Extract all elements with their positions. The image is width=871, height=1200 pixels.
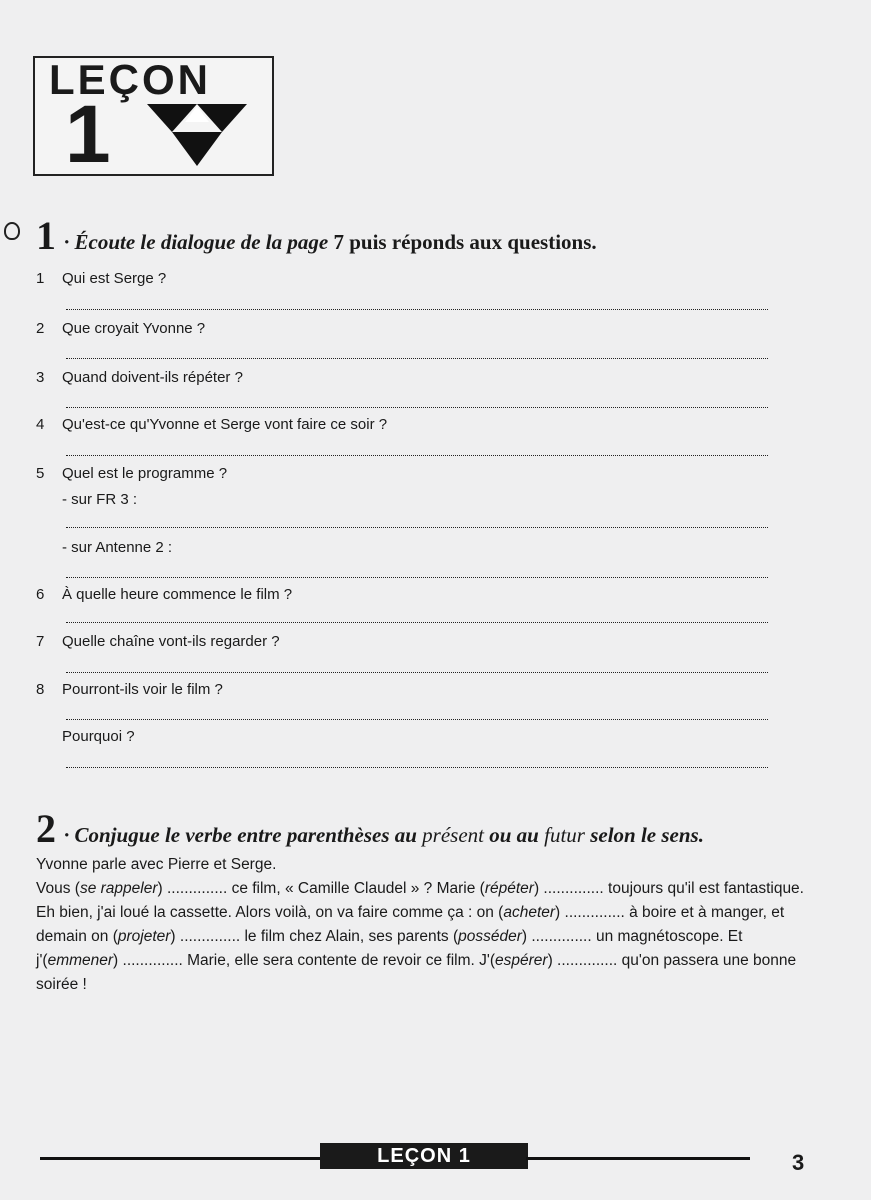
answer-line[interactable] [66, 719, 768, 720]
paragraph-text: ) .............. un magnétoscope. Et j'( [36, 928, 743, 969]
paragraph-text: ) .............. Marie, elle sera contente de revoir ce film. J'( [113, 952, 496, 969]
question-text: Que croyait Yvonne ? [62, 320, 206, 337]
exercise-2-number: 2 [36, 806, 56, 851]
paragraph-text: ) .............. le film chez Alain, ses parents ( [170, 928, 459, 945]
exercise-1-title [36, 212, 597, 259]
footer-rule-right [526, 1157, 750, 1160]
lesson-logo [33, 56, 274, 180]
question-number: 7 [36, 633, 45, 650]
verb-infinitive: emmener [47, 952, 114, 969]
question-text: À quelle heure commence le film ? [62, 586, 293, 603]
intro-line: Yvonne parle avec Pierre et Serge. [36, 856, 277, 873]
footer-lesson-label: LEÇON 1 [320, 1143, 528, 1169]
instruction-part: ou au [484, 823, 545, 847]
exercise-1-instruction [64, 230, 597, 255]
answer-line[interactable] [66, 767, 768, 768]
answer-line[interactable] [66, 577, 768, 578]
paragraph-text: ) .............. qu'on passera une bonne soirée ! [36, 952, 797, 993]
question-text: - sur FR 3 : [62, 491, 138, 508]
paragraph-text: ) .............. ce film, « Camille Claudel » ? Marie ( [157, 880, 485, 897]
instruction-part: puis réponds aux questions. [343, 230, 597, 254]
verb-infinitive: posséder [458, 928, 522, 945]
instruction-part: selon le sens. [584, 823, 704, 847]
question-number: 5 [36, 465, 45, 482]
question-number: 6 [36, 586, 45, 603]
verb-infinitive: se rappeler [79, 880, 158, 897]
paragraph-text: Vous ( [36, 880, 80, 897]
instruction-page: 7 [333, 230, 344, 254]
audio-icon [4, 222, 20, 240]
exercise-2-text [36, 853, 826, 997]
footer-rule-left [40, 1157, 322, 1160]
exercise-1-number: 1 [36, 213, 56, 258]
answer-line[interactable] [66, 407, 768, 408]
lesson-number: 1 [65, 89, 111, 180]
question-text: Qui est Serge ? [62, 270, 167, 287]
page-number: 3 [792, 1150, 805, 1175]
answer-line[interactable] [66, 309, 768, 310]
question-text: - sur Antenne 2 : [62, 539, 173, 556]
lesson-word: LEÇON [49, 56, 211, 103]
question-text: Pourquoi ? [62, 728, 135, 745]
answer-line[interactable] [66, 455, 768, 456]
instruction-present: présent [422, 823, 484, 847]
instruction-part: · Conjugue le verbe entre parenthèses au [64, 823, 423, 847]
instruction-futur: futur [544, 823, 585, 847]
question-text: Qu'est-ce qu'Yvonne et Serge vont faire ce soir ? [62, 416, 388, 433]
instruction-part: · Écoute le dialogue de la page [64, 230, 334, 254]
answer-line[interactable] [66, 527, 768, 528]
answer-line[interactable] [66, 358, 768, 359]
verb-infinitive: projeter [117, 928, 171, 945]
fill-in-paragraph [36, 877, 826, 997]
verb-infinitive: espérer [495, 952, 548, 969]
verb-infinitive: répéter [484, 880, 534, 897]
exercise-2-instruction [64, 823, 704, 848]
verb-infinitive: acheter [503, 904, 556, 921]
paragraph-text: ) .............. à boire et à manger, et demain on ( [36, 904, 785, 945]
question-text: Quel est le programme ? [62, 465, 228, 482]
paragraph-text: ) .............. toujours qu'il est fantastique. Eh bien, j'ai loué la cassette. Alors voilà, on va faire comme ça : on ( [36, 880, 804, 921]
triangles-icon [147, 104, 267, 170]
answer-line[interactable] [66, 622, 768, 623]
question-number: 2 [36, 320, 45, 337]
question-number: 1 [36, 270, 45, 287]
question-number: 3 [36, 369, 45, 386]
question-text: Quelle chaîne vont-ils regarder ? [62, 633, 280, 650]
question-text: Pourront-ils voir le film ? [62, 681, 223, 698]
exercise-2-title [36, 805, 704, 852]
answer-line[interactable] [66, 672, 768, 673]
question-number: 8 [36, 681, 45, 698]
question-number: 4 [36, 416, 45, 433]
question-text: Quand doivent-ils répéter ? [62, 369, 243, 386]
